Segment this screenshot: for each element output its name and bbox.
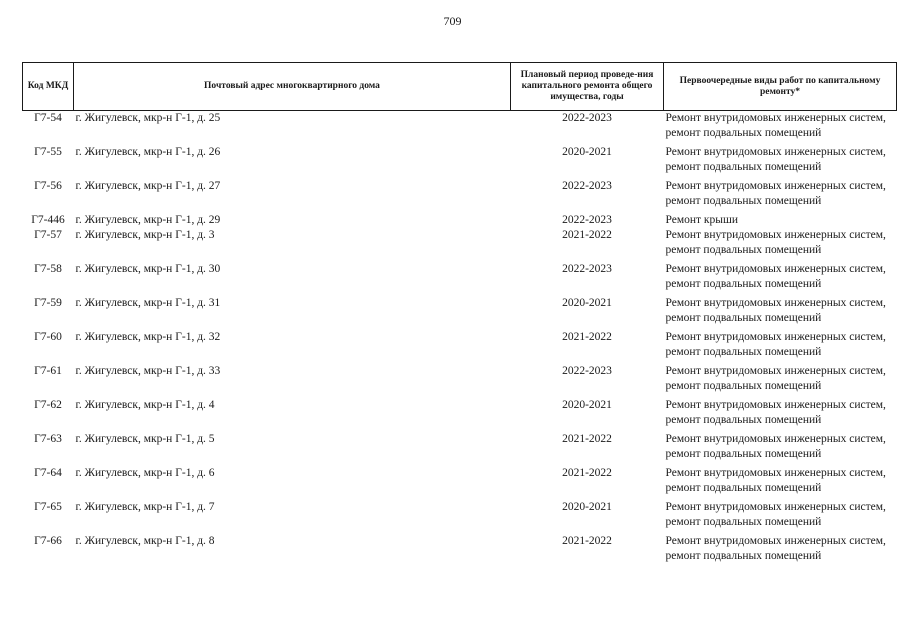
work-line-1: Ремонт внутридомовых инженерных систем,	[665, 399, 886, 411]
page-number: 709	[443, 14, 462, 28]
table-row	[23, 228, 897, 262]
row-work-types	[664, 500, 897, 534]
row-code: Г7-54	[34, 112, 62, 124]
work-line-2: ремонт подвальных помещений	[665, 312, 822, 324]
table-row	[23, 500, 897, 534]
row-work-types	[664, 228, 897, 262]
row-work-types	[664, 179, 897, 213]
row-period: 2021-2022	[562, 433, 612, 445]
row-period: 2021-2022	[562, 467, 612, 479]
row-work-types	[664, 364, 897, 398]
row-code: Г7-63	[34, 433, 62, 445]
row-period: 2021-2022	[562, 229, 612, 241]
work-line-2: ремонт подвальных помещений	[665, 516, 822, 528]
work-line-2: ремонт подвальных помещений	[665, 380, 822, 392]
row-period: 2022-2023	[562, 263, 612, 275]
row-work-types	[664, 466, 897, 500]
work-line-2: ремонт подвальных помещений	[665, 127, 822, 139]
work-line-1: Ремонт внутридомовых инженерных систем,	[665, 229, 886, 241]
work-line-2: ремонт подвальных помещений	[665, 346, 822, 358]
work-line-2: ремонт подвальных помещений	[665, 244, 822, 256]
work-line-1: Ремонт внутридомовых инженерных систем,	[665, 180, 886, 192]
work-line-1: Ремонт внутридомовых инженерных систем,	[665, 433, 886, 445]
table-row	[23, 330, 897, 364]
row-address: г. Жигулевск, мкр-н Г-1, д. 30	[75, 263, 221, 275]
row-code: Г7-446	[31, 214, 65, 226]
row-period: 2020-2021	[562, 399, 612, 411]
header-code: Код МКД	[23, 63, 74, 111]
work-line-1: Ремонт внутридомовых инженерных систем,	[665, 365, 886, 377]
row-code: Г7-62	[34, 399, 62, 411]
header-period: Плановый период проведе-ния капитального ремонта общего имущества, годы	[511, 63, 664, 111]
table-body	[23, 111, 897, 569]
work-line-1: Ремонт внутридомовых инженерных систем,	[665, 467, 886, 479]
table-row	[23, 398, 897, 432]
table-row	[23, 432, 897, 466]
table-row	[23, 213, 897, 228]
work-line-2: ремонт подвальных помещений	[665, 482, 822, 494]
header-work-types: Первоочередные виды работ по капитальному ремонту*	[664, 63, 897, 111]
work-line-1: Ремонт внутридомовых инженерных систем,	[665, 535, 886, 547]
row-address: г. Жигулевск, мкр-н Г-1, д. 27	[75, 180, 221, 192]
work-line-1: Ремонт внутридомовых инженерных систем,	[665, 263, 886, 275]
row-address: г. Жигулевск, мкр-н Г-1, д. 29	[75, 214, 221, 226]
row-address: г. Жигулевск, мкр-н Г-1, д. 31	[75, 297, 221, 309]
table-header	[23, 63, 897, 111]
capital-repair-table	[22, 62, 897, 568]
row-work-types	[664, 398, 897, 432]
work-line-1: Ремонт внутридомовых инженерных систем,	[665, 331, 886, 343]
row-work-types	[664, 213, 897, 228]
row-code: Г7-56	[34, 180, 62, 192]
work-line-1: Ремонт внутридомовых инженерных систем,	[665, 112, 886, 124]
row-period: 2022-2023	[562, 214, 612, 226]
table-row	[23, 296, 897, 330]
row-code: Г7-55	[34, 146, 62, 158]
row-code: Г7-61	[34, 365, 62, 377]
row-work-types	[664, 145, 897, 179]
row-code: Г7-64	[34, 467, 62, 479]
row-code: Г7-65	[34, 501, 62, 513]
work-line-2: ремонт подвальных помещений	[665, 195, 822, 207]
row-address: г. Жигулевск, мкр-н Г-1, д. 25	[75, 112, 221, 124]
row-address: г. Жигулевск, мкр-н Г-1, д. 4	[75, 399, 215, 411]
row-code: Г7-60	[34, 331, 62, 343]
work-line-2: ремонт подвальных помещений	[665, 550, 822, 562]
row-work-types	[664, 111, 897, 146]
work-line-1: Ремонт крыши	[665, 214, 739, 226]
work-line-2: ремонт подвальных помещений	[665, 414, 822, 426]
row-period: 2020-2021	[562, 501, 612, 513]
work-line-1: Ремонт внутридомовых инженерных систем,	[665, 146, 886, 158]
work-line-1: Ремонт внутридомовых инженерных систем,	[665, 297, 886, 309]
row-address: г. Жигулевск, мкр-н Г-1, д. 5	[75, 433, 215, 445]
row-code: Г7-59	[34, 297, 62, 309]
row-address: г. Жигулевск, мкр-н Г-1, д. 26	[75, 146, 221, 158]
row-address: г. Жигулевск, мкр-н Г-1, д. 3	[75, 229, 215, 241]
table-row	[23, 534, 897, 568]
row-period: 2020-2021	[562, 146, 612, 158]
row-period: 2021-2022	[562, 331, 612, 343]
row-code: Г7-66	[34, 535, 62, 547]
row-work-types	[664, 296, 897, 330]
row-work-types	[664, 432, 897, 466]
row-code: Г7-58	[34, 263, 62, 275]
row-address: г. Жигулевск, мкр-н Г-1, д. 32	[75, 331, 221, 343]
row-work-types	[664, 534, 897, 568]
header-address: Почтовый адрес многоквартирного дома	[74, 63, 511, 111]
work-line-2: ремонт подвальных помещений	[665, 161, 822, 173]
work-line-1: Ремонт внутридомовых инженерных систем,	[665, 501, 886, 513]
row-work-types	[664, 262, 897, 296]
work-line-2: ремонт подвальных помещений	[665, 448, 822, 460]
row-address: г. Жигулевск, мкр-н Г-1, д. 33	[75, 365, 221, 377]
row-work-types	[664, 330, 897, 364]
row-code: Г7-57	[34, 229, 62, 241]
row-period: 2022-2023	[562, 112, 612, 124]
table-row	[23, 466, 897, 500]
table-row	[23, 364, 897, 398]
table-row	[23, 145, 897, 179]
table-row	[23, 262, 897, 296]
row-period: 2022-2023	[562, 180, 612, 192]
table-row	[23, 111, 897, 146]
row-period: 2022-2023	[562, 365, 612, 377]
work-line-2: ремонт подвальных помещений	[665, 278, 822, 290]
row-address: г. Жигулевск, мкр-н Г-1, д. 7	[75, 501, 215, 513]
row-period: 2020-2021	[562, 297, 612, 309]
row-address: г. Жигулевск, мкр-н Г-1, д. 8	[75, 535, 215, 547]
row-address: г. Жигулевск, мкр-н Г-1, д. 6	[75, 467, 215, 479]
row-period: 2021-2022	[562, 535, 612, 547]
table-row	[23, 179, 897, 213]
